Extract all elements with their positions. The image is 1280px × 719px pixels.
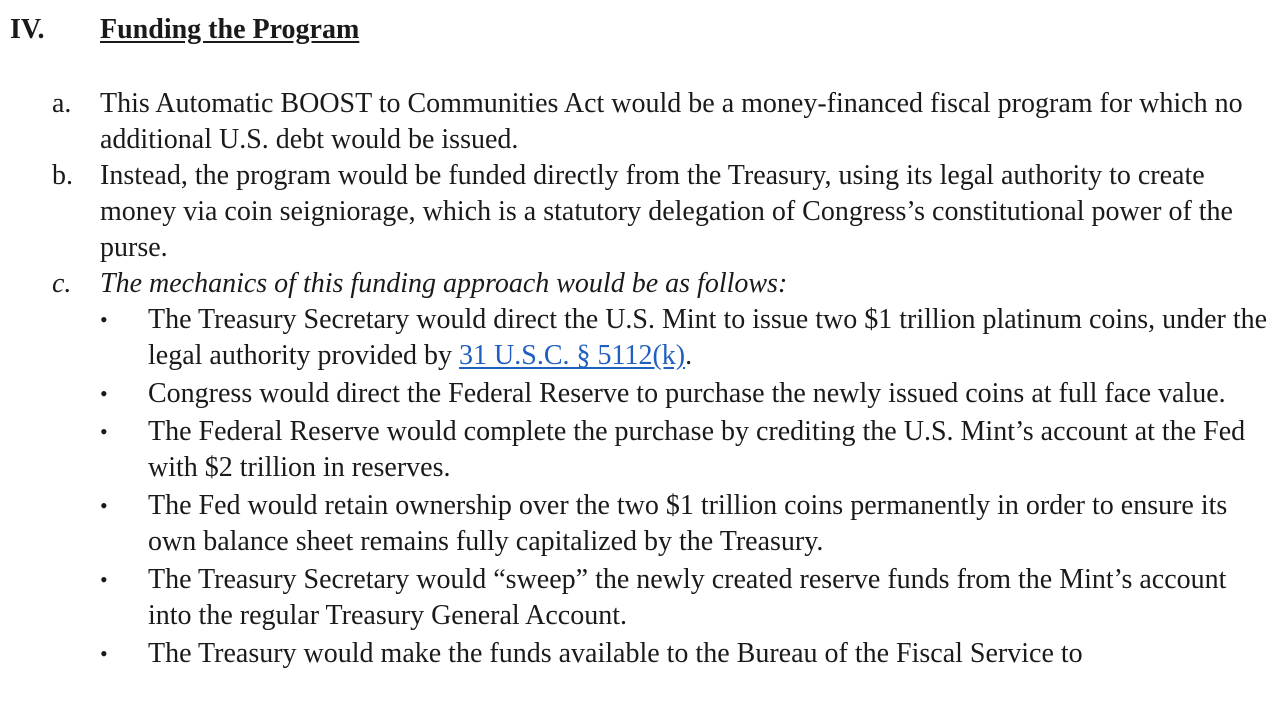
bullet-icon: • — [100, 493, 108, 518]
bullet-item — [0, 414, 1280, 486]
bullet-text: The Treasury Secretary would “sweep” the newly created reserve funds from the Mint’s account into the regular Treasury General Account. — [148, 564, 1227, 631]
bullet-icon: • — [100, 419, 108, 444]
bullet-icon: • — [100, 641, 108, 666]
bullet-text: The Treasury would make the funds available to the Bureau of the Fiscal Service to — [148, 638, 1083, 669]
bullet-text: The Federal Reserve would complete the purchase by crediting the U.S. Mint’s account at the Fed with $2 trillion in reserves. — [148, 416, 1246, 483]
statute-link[interactable]: 31 U.S.C. § 5112(k) — [459, 340, 686, 371]
bullet-item — [0, 376, 1280, 412]
list-item-text: The mechanics of this funding approach would be as follows: — [100, 268, 788, 299]
bullet-item — [0, 636, 1280, 672]
bullet-text: The Fed would retain ownership over the two $1 trillion coins permanently in order to ensure its own balance sheet remains fully capitalized by the Treasury. — [148, 490, 1228, 557]
list-marker: c. — [52, 268, 72, 299]
list-marker: b. — [52, 160, 73, 191]
mechanics-bullet-list — [0, 302, 1280, 672]
funding-list — [0, 86, 1280, 674]
list-item-a — [0, 86, 1280, 158]
list-item-c — [0, 266, 1280, 302]
bullet-item — [0, 302, 1280, 374]
bullet-text-before-link: The Treasury Secretary would direct the U.S. Mint to issue two $1 trillion platinum coins, under the legal authority provided by — [148, 304, 1268, 371]
bullet-icon: • — [100, 381, 108, 406]
bullet-icon: • — [100, 307, 108, 332]
section-title: Funding the Program — [100, 14, 360, 45]
section-heading — [10, 12, 359, 48]
bullet-icon: • — [100, 567, 108, 592]
list-item-b — [0, 158, 1280, 266]
list-item-text: This Automatic BOOST to Communities Act would be a money-financed fiscal program for which no additional U.S. debt would be issued. — [100, 88, 1243, 155]
list-item-text: Instead, the program would be funded directly from the Treasury, using its legal authority to create money via coin seigniorage, which is a statutory delegation of Congress’s constitutional power of the purse. — [100, 160, 1233, 263]
list-marker: a. — [52, 88, 72, 119]
bullet-text: Congress would direct the Federal Reserve to purchase the newly issued coins at full face value. — [148, 378, 1226, 409]
section-number: IV. — [10, 14, 45, 45]
bullet-text — [148, 302, 1280, 374]
bullet-text-after-link: . — [685, 340, 693, 371]
bullet-item — [0, 488, 1280, 560]
bullet-item — [0, 562, 1280, 634]
